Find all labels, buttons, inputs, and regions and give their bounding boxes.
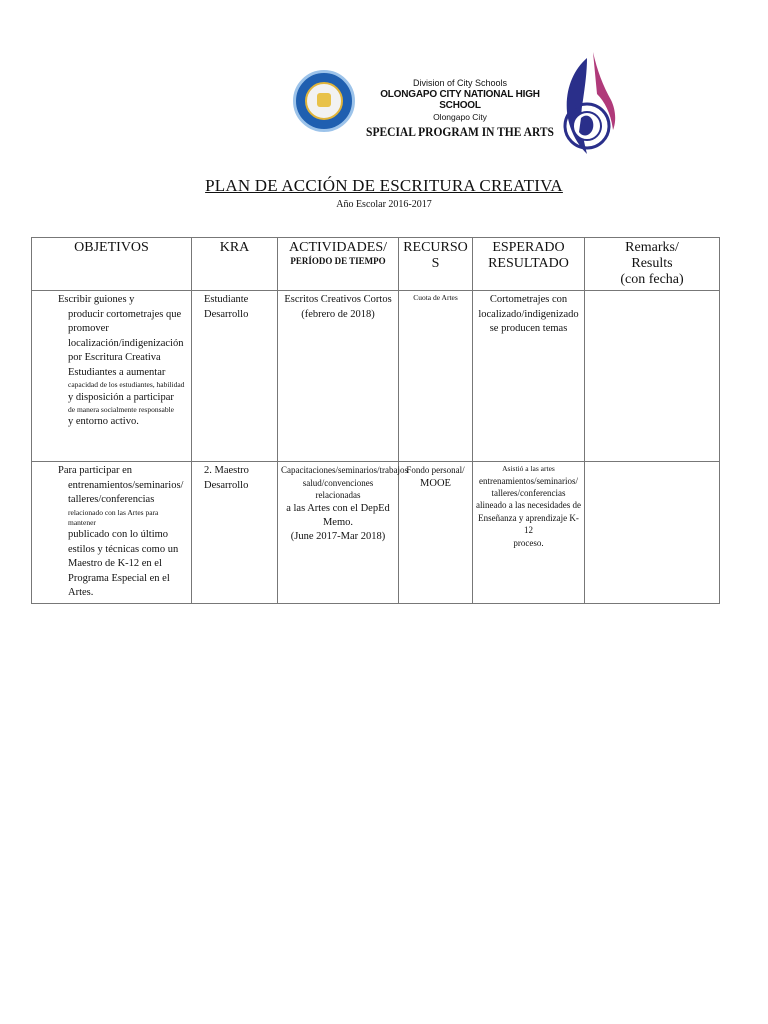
objetivo-line: de manera socialmente responsable: [68, 405, 174, 415]
header-remarks-c: (con fecha): [620, 272, 684, 288]
actividades-cell: [278, 291, 399, 462]
table-header-row: [32, 238, 720, 291]
school-header: [285, 42, 620, 164]
actividad-line: (febrero de 2018): [301, 308, 375, 320]
table-row: [32, 462, 720, 604]
esperado-line: talleres/conferencias: [491, 488, 566, 499]
header-actividades: [278, 238, 399, 291]
header-remarks-a: Remarks/: [625, 240, 679, 255]
objetivo-line: producir cortometrajes que: [68, 308, 182, 320]
objetivo-line: Maestro de K-12 en el: [68, 558, 162, 570]
remarks-cell: [585, 462, 720, 604]
kra-line: 2. Maestro: [204, 465, 249, 477]
header-esperado: [473, 238, 585, 291]
esperado-line: Asistió a las artes: [502, 464, 555, 474]
actividad-line: Memo.: [322, 516, 354, 528]
table-row: [32, 291, 720, 462]
actividad-line: Escritos Creativos Cortos: [284, 294, 392, 306]
actividad-line: salud/convenciones relacionadas: [302, 477, 374, 501]
objetivo-line: capacidad de los estudiantes, habilidad: [68, 380, 185, 390]
document-title: PLAN DE ACCIÓN DE ESCRITURA CREATIVA: [205, 176, 563, 195]
objetivo-line: localización/indigenización: [68, 337, 184, 349]
kra-line: Estudiante: [204, 294, 249, 306]
objetivo-line: y entorno activo.: [68, 416, 139, 428]
seal-emblem: [317, 93, 331, 107]
program-label: SPECIAL PROGRAM IN THE ARTS: [366, 126, 554, 140]
header-esperado-a: ESPERADO: [492, 240, 565, 255]
header-esperado-b: RESULTADO: [488, 256, 569, 272]
esperado-line: Enseñanza y aprendizaje K-12: [478, 512, 579, 536]
kra-cell: [192, 462, 278, 604]
esperado-line: entrenamientos/seminarios/: [479, 475, 578, 486]
arts-program-logo: [553, 50, 621, 162]
objetivo-line: Artes.: [68, 587, 94, 599]
city-label: Olongapo City: [433, 112, 487, 123]
actividades-cell: [278, 462, 408, 604]
objetivo-line: talleres/conferencias: [68, 494, 155, 506]
objetivo-line: promover: [68, 323, 109, 335]
division-label: Division of City Schools: [412, 78, 508, 88]
school-year: Año Escolar 2016-2017: [336, 199, 432, 210]
kra-cell: [192, 291, 278, 462]
recursos-cell: [399, 462, 473, 604]
header-remarks: [585, 238, 720, 291]
header-recursos-a: RECURSO: [403, 240, 468, 255]
header-kra: KRA: [192, 238, 278, 291]
esperado-cell: [473, 462, 585, 604]
recursos-cell: Cuota de Artes: [399, 291, 473, 462]
recurso-line: MOOE: [420, 477, 451, 489]
kra-line: Desarrollo: [204, 308, 249, 320]
school-seal-inner: [305, 82, 343, 120]
esperado-line: alineado a las necesidades de: [476, 500, 581, 511]
objetivo-line: entrenamientos/seminarios/: [68, 479, 184, 491]
objetivo-line: Estudiantes a aumentar: [68, 366, 166, 378]
esperado-line: se producen temas: [489, 323, 568, 335]
objetivo-line: estilos y técnicas como un: [68, 543, 179, 555]
header-recursos-b: S: [431, 256, 440, 272]
school-name: OLONGAPO CITY NATIONAL HIGH SCHOOL: [380, 88, 540, 112]
header-actividades-main: ACTIVIDADES/: [289, 240, 387, 255]
objetivo-line: relacionado con las Artes para mantener: [68, 507, 159, 528]
objetivo-cell: [32, 462, 192, 604]
objetivo-line: [58, 293, 188, 307]
objetivo-line: publicado con lo último: [68, 529, 169, 541]
esperado-line: proceso.: [513, 537, 544, 548]
school-seal-logo: [293, 70, 355, 132]
header-recursos: [399, 238, 473, 291]
school-text-block: [365, 78, 555, 141]
objetivo-line: y disposición a participar: [68, 391, 174, 403]
esperado-cell: [473, 291, 585, 462]
actividad-line: (June 2017-Mar 2018): [290, 531, 386, 543]
objetivo-text: Para participar en: [58, 465, 133, 477]
esperado-line: Cortometrajes con: [489, 294, 568, 306]
objetivo-cell: [32, 291, 192, 462]
esperado-line: localizado/indigenizado: [478, 308, 579, 320]
kra-line: Desarrollo: [204, 479, 249, 491]
document-title-block: [0, 176, 768, 210]
recurso-line: Fondo personal/: [406, 465, 465, 476]
header-remarks-b: Results: [631, 256, 673, 272]
objetivo-line: [58, 464, 188, 478]
remarks-cell: [585, 291, 720, 462]
actividad-line: Capacitaciones/seminarios/trabajos: [281, 465, 408, 476]
header-periodo: PERÍODO DE TIEMPO: [290, 256, 386, 267]
objetivo-text: Escribir guiones y: [58, 294, 135, 306]
objetivo-line: Programa Especial en el: [68, 572, 170, 584]
action-plan-table: [31, 237, 720, 604]
actividad-line: a las Artes con el DepEd: [286, 502, 390, 514]
header-objetivos: OBJETIVOS: [32, 238, 192, 291]
objetivo-line: por Escritura Creativa: [68, 352, 161, 364]
